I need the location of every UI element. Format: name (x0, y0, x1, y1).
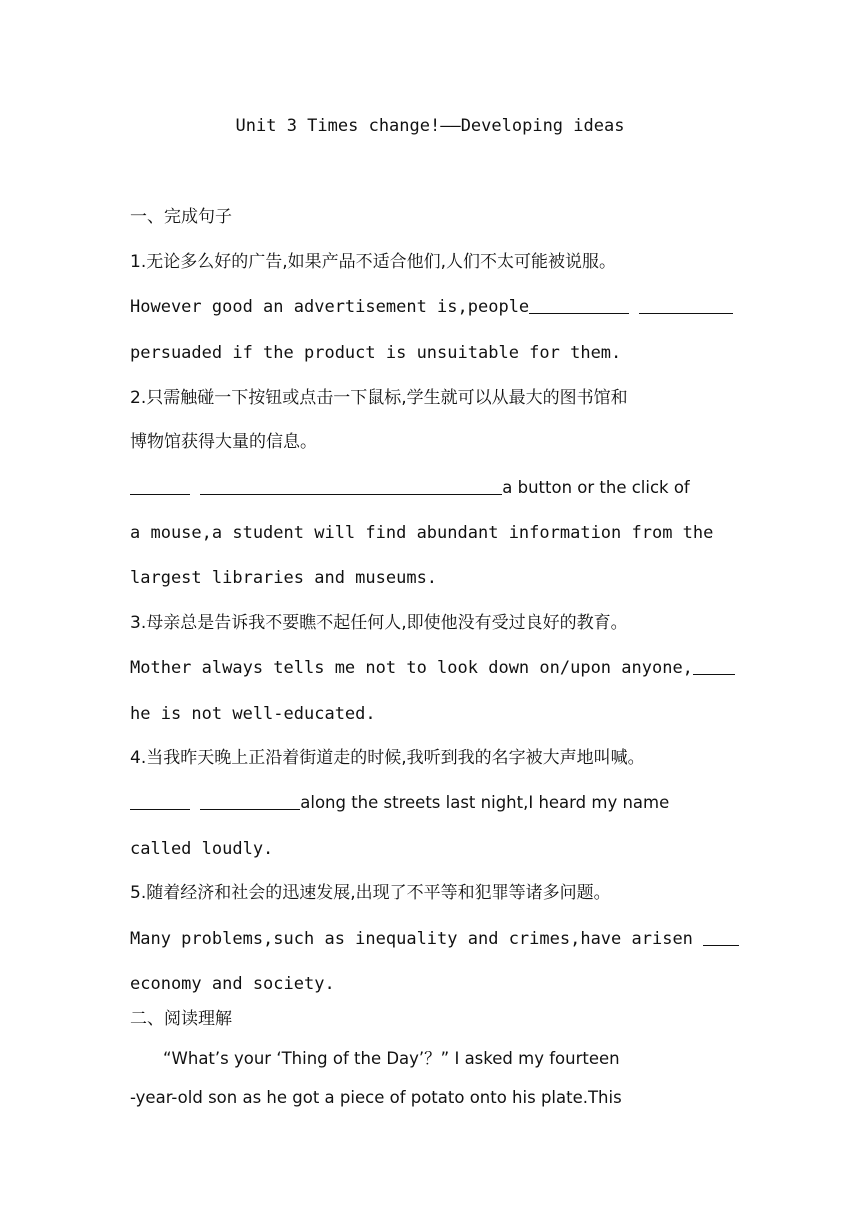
passage-line1: “What’s your ‘Thing of the Day’？” I asked my fourteen (163, 1049, 620, 1068)
q2-blank-2[interactable] (200, 476, 502, 495)
q4-blank-1[interactable] (130, 791, 190, 810)
section-heading-reading: 二、阅读理解 (130, 1009, 232, 1029)
q1-blank-1[interactable] (529, 295, 629, 314)
q3-chinese: 3.母亲总是告诉我不要瞧不起任何人,即使他没有受过良好的教育。 (130, 613, 628, 633)
q1-text-a: However good an advertisement is,people (130, 297, 530, 317)
q3-text-a: Mother always tells me not to look down on/upon anyone, (130, 658, 693, 678)
passage-line2: -year-old son as he got a piece of potato onto his plate.This (130, 1088, 622, 1107)
q3-english-line2: he is not well-educated. (130, 704, 376, 724)
q1-blank-2[interactable] (639, 295, 733, 314)
q5-chinese: 5.随着经济和社会的迅速发展,出现了不平等和犯罪等诸多问题。 (130, 883, 611, 903)
q2-text-a: a button or the click of (502, 478, 690, 497)
q1-english-line2: persuaded if the product is unsuitable for them. (130, 343, 622, 363)
q2-english-line3: largest libraries and museums. (130, 568, 438, 588)
page-title: Unit 3 Times change!——Developing ideas (235, 116, 625, 136)
q5-text-a: Many problems,such as inequality and crimes,have arisen (130, 929, 693, 949)
q1-chinese: 1.无论多么好的广告,如果产品不适合他们,人们不太可能被说服。 (130, 252, 617, 272)
q3-english-line1 (130, 656, 740, 680)
q1-english-line1 (130, 295, 740, 319)
q2-chinese-line2: 博物馆获得大量的信息。 (130, 432, 317, 452)
section-heading-sentence-completion: 一、完成句子 (130, 207, 232, 227)
q5-english-line2: economy and society. (130, 974, 335, 994)
q4-chinese: 4.当我昨天晚上正沿着街道走的时候,我听到我的名字被大声地叫喊。 (130, 748, 645, 768)
q5-blank-1[interactable] (703, 927, 739, 946)
q2-english-line2: a mouse,a student will find abundant information from the (130, 523, 714, 543)
q2-english-line1 (130, 476, 740, 500)
q2-blank-1[interactable] (130, 476, 190, 495)
q5-english-line1 (130, 927, 740, 951)
q4-english-line1 (130, 791, 740, 815)
q3-blank-1[interactable] (693, 656, 735, 675)
q4-text-a: along the streets last night,I heard my name (300, 793, 670, 812)
q2-chinese-line1: 2.只需触碰一下按钮或点击一下鼠标,学生就可以从最大的图书馆和 (130, 388, 628, 408)
q4-blank-2[interactable] (200, 791, 300, 810)
q4-english-line2: called loudly. (130, 839, 274, 859)
